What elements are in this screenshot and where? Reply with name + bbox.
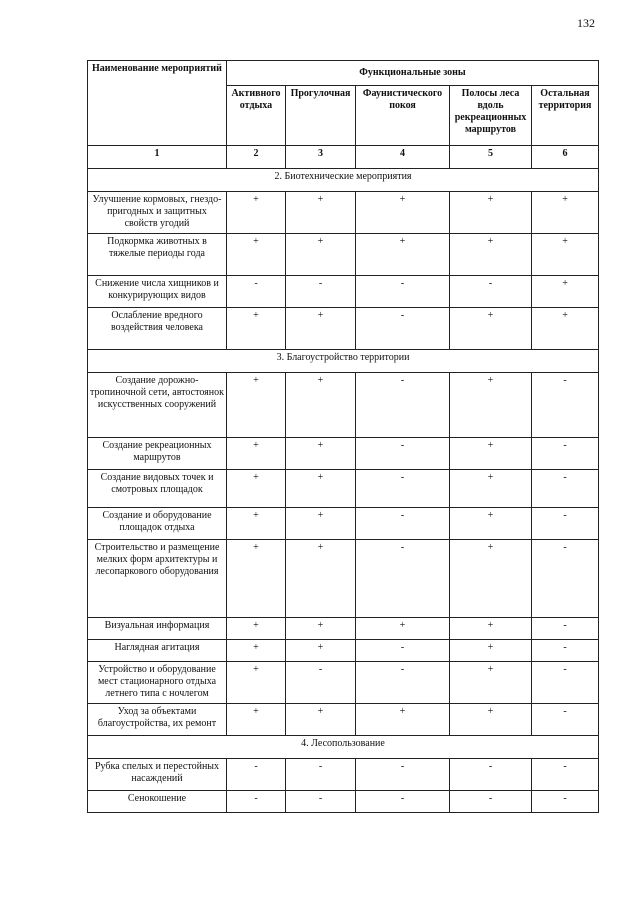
column-number: 6 [532,146,599,169]
zone-mark: - [532,470,599,508]
zone-mark: + [450,470,532,508]
header-row-1 [88,61,599,86]
zone-mark: + [450,192,532,234]
measure-name: Снижение числа хищников и конкурирующих видов [88,276,227,308]
zone-mark: + [227,234,286,276]
zone-mark: - [450,759,532,791]
zone-mark: + [286,470,356,508]
zone-mark: + [356,704,450,736]
zone-header-forest-strips: Полосы леса вдоль рекреационных маршрутов [450,86,532,146]
zone-header-active: Активного отдыха [227,86,286,146]
zone-mark: - [532,640,599,662]
zone-header-fauna: Фаунистического покоя [356,86,450,146]
measure-name: Ослабление вредного воздействия человека [88,308,227,350]
zone-mark: + [227,192,286,234]
zone-mark: + [286,308,356,350]
zone-mark: - [286,791,356,813]
measure-name: Рубка спелых и перестойных насаждений [88,759,227,791]
zone-mark: - [227,759,286,791]
zone-mark: - [532,508,599,540]
measure-name: Устройство и оборудование мест стационарного отдыха летнего типа с ночлегом [88,662,227,704]
zone-mark: - [532,540,599,618]
table-row [88,759,599,791]
zone-mark: - [356,791,450,813]
table-row [88,470,599,508]
zone-mark: + [227,308,286,350]
section-title: 3. Благоустройство территории [88,350,599,373]
zone-mark: - [356,662,450,704]
table-row [88,276,599,308]
zone-mark: + [286,192,356,234]
zone-mark: + [286,234,356,276]
zone-mark: + [227,373,286,438]
zone-mark: + [450,373,532,438]
zone-mark: - [356,540,450,618]
column-number: 3 [286,146,356,169]
table-row [88,791,599,813]
zone-mark: + [532,234,599,276]
zone-mark: - [356,759,450,791]
zone-mark: + [450,662,532,704]
zone-mark: + [286,704,356,736]
zone-mark: - [227,276,286,308]
measure-name: Улучшение кормовых, гнездо-пригодных и защитных свойств угодий [88,192,227,234]
measure-name: Подкормка животных в тяжелые периоды года [88,234,227,276]
zone-mark: - [450,276,532,308]
zone-mark: - [356,276,450,308]
measure-name: Уход за объектами благоустройства, их ремонт [88,704,227,736]
section-row [88,736,599,759]
zone-mark: - [356,373,450,438]
table-row [88,438,599,470]
zone-mark: + [286,508,356,540]
zone-mark: - [532,438,599,470]
zone-mark: - [532,662,599,704]
zone-mark: + [450,618,532,640]
table-row [88,308,599,350]
measure-name: Создание дорожно-тропиночной сети, автостоянок искусственных сооружений [88,373,227,438]
zone-header-other: Остальная территория [532,86,599,146]
section-row [88,169,599,192]
table-row [88,662,599,704]
zone-mark: + [532,308,599,350]
measure-name: Строительство и размещение мелких форм архитектуры и лесопаркового оборудования [88,540,227,618]
table-row [88,640,599,662]
table-row [88,704,599,736]
zone-mark: - [356,438,450,470]
column-number: 5 [450,146,532,169]
measure-name: Создание и оборудование площадок отдыха [88,508,227,540]
zone-mark: + [286,640,356,662]
zone-mark: - [450,791,532,813]
zone-mark: + [356,192,450,234]
zone-header-walking: Прогулочная [286,86,356,146]
table-row [88,508,599,540]
zone-mark: + [356,234,450,276]
measure-name: Создание видовых точек и смотровых площадок [88,470,227,508]
zones-header: Функциональные зоны [227,61,599,86]
zone-mark: - [532,704,599,736]
column-numbers-row [88,146,599,169]
zone-mark: - [532,759,599,791]
zone-mark: + [227,640,286,662]
zone-mark: + [227,540,286,618]
measures-header: Наименование мероприятий [88,61,227,146]
zone-mark: - [532,373,599,438]
measure-name: Визуальная информация [88,618,227,640]
table-row [88,234,599,276]
zone-mark: - [356,470,450,508]
table-row [88,192,599,234]
zone-mark: + [227,704,286,736]
zone-mark: - [356,640,450,662]
section-title: 4. Лесопользование [88,736,599,759]
functional-zones-table [87,60,599,813]
zone-mark: + [532,192,599,234]
zone-mark: + [286,540,356,618]
zone-mark: + [450,508,532,540]
zone-mark: + [450,704,532,736]
zone-mark: + [286,618,356,640]
zone-mark: + [286,373,356,438]
zone-mark: + [450,234,532,276]
page-number: 132 [577,16,595,30]
measure-name: Наглядная агитация [88,640,227,662]
section-row [88,350,599,373]
column-number: 1 [88,146,227,169]
zone-mark: + [450,438,532,470]
zone-mark: - [286,662,356,704]
zone-mark: + [356,618,450,640]
table-row [88,540,599,618]
section-title: 2. Биотехнические мероприятия [88,169,599,192]
measure-name: Создание рекреационных маршрутов [88,438,227,470]
zone-mark: + [286,438,356,470]
zone-mark: - [532,791,599,813]
column-number: 4 [356,146,450,169]
zone-mark: - [356,308,450,350]
zone-mark: + [227,470,286,508]
measure-name: Сенокошение [88,791,227,813]
zone-mark: + [227,438,286,470]
zone-mark: - [227,791,286,813]
zone-mark: + [450,640,532,662]
zone-mark: - [532,618,599,640]
table-row [88,618,599,640]
zone-mark: - [286,276,356,308]
zone-mark: + [532,276,599,308]
zone-mark: + [227,662,286,704]
column-number: 2 [227,146,286,169]
zone-mark: + [450,308,532,350]
zone-mark: + [227,508,286,540]
zone-mark: - [356,508,450,540]
zone-mark: - [286,759,356,791]
zone-mark: + [227,618,286,640]
table-row [88,373,599,438]
zone-mark: + [450,540,532,618]
